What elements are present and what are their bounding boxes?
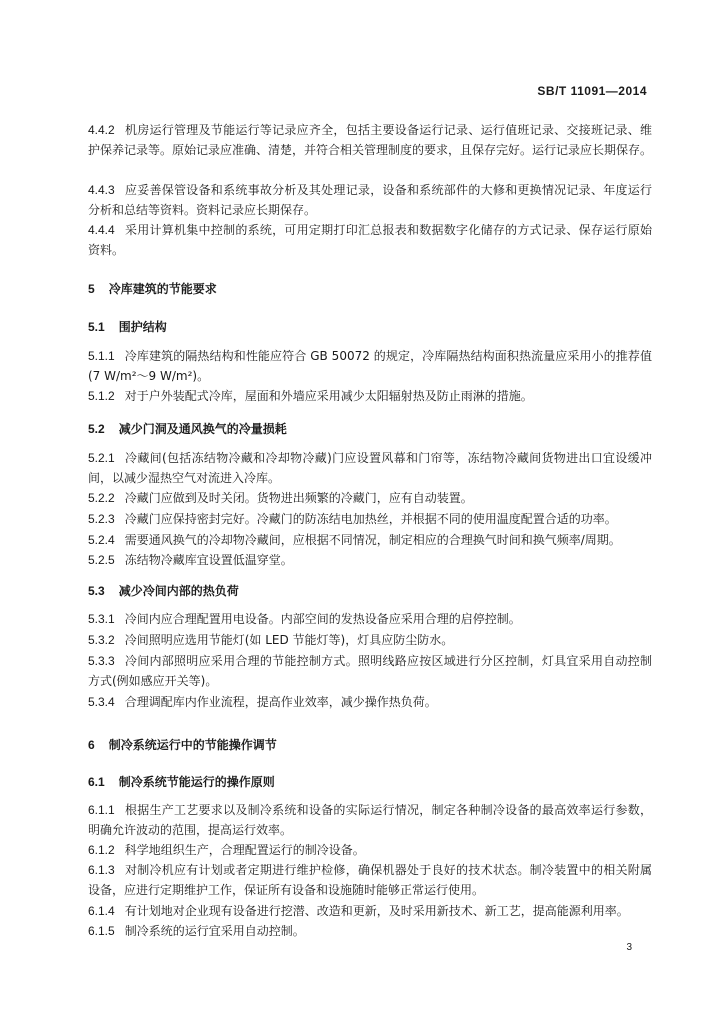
clause-text: 对制冷机应有计划或者定期进行维护检修，确保机器处于良好的技术状态。制冷装置中的相关附属设备，应进行定期维护工作，保证所有设备和设施随时能够正常运行使用。: [88, 863, 652, 897]
clause-text: 冷藏门应保持密封完好。冷藏门的防冻结电加热丝，并根据不同的使用温度配置合适的功率。: [124, 512, 617, 526]
clause-5-2-3: [88, 509, 652, 529]
clause-number: 5.3.4: [88, 695, 115, 709]
clause-number: 4.4.3: [88, 183, 115, 197]
clause-6-1-4: [88, 901, 652, 921]
clause-5-3-1: [88, 609, 652, 629]
clause-number: 5.2.4: [88, 533, 115, 547]
clause-5-2-5: [88, 550, 652, 570]
clause-text: 冷间内部照明应采用合理的节能控制方式。照明线路应按区域进行分区控制，灯具宜采用自动控制方式(例如感应开关等)。: [88, 654, 652, 688]
clause-5-2-4: [88, 530, 652, 550]
clause-number: 5.2.1: [88, 451, 115, 465]
section-number: 6.1: [88, 775, 105, 789]
clause-5-3-2: [88, 630, 652, 650]
clause-text: 合理调配库内作业流程，提高作业效率，减少操作热负荷。: [124, 695, 437, 709]
clause-6-1-1: [88, 800, 652, 840]
clause-5-1-1: [88, 346, 652, 386]
clause-text: 冻结物冷藏库宜设置低温穿堂。: [124, 553, 293, 567]
clause-4-4-2: [88, 120, 652, 160]
section-5-1-heading: [88, 317, 652, 337]
clause-text: 制冷系统的运行宜采用自动控制。: [124, 924, 305, 938]
clause-4-4-3: [88, 180, 652, 220]
clause-text: 对于户外装配式冷库，屋面和外墙应采用减少太阳辐射热及防止雨淋的措施。: [124, 389, 533, 403]
clause-6-1-3: [88, 860, 652, 900]
section-number: 5.3: [88, 584, 105, 598]
clause-5-3-4: [88, 692, 652, 712]
clause-number: 5.3.2: [88, 633, 115, 647]
clause-4-4-4: [88, 220, 652, 260]
clause-6-1-5: [88, 921, 652, 941]
section-6-heading: [88, 735, 652, 755]
section-6-1-heading: [88, 772, 652, 792]
section-5-2-heading: [88, 419, 652, 439]
clause-text: 冷藏间(包括冻结物冷藏和冷却物冷藏)门应设置风幕和门帘等，冻结物冷藏间货物进出口宜设缓冲间，以减少湿热空气对流进入冷库。: [88, 451, 652, 485]
section-title: 冷库建筑的节能要求: [108, 282, 217, 296]
clause-text: 冷藏门应做到及时关闭。货物进出频繁的冷藏门，应有自动装置。: [124, 491, 473, 505]
section-number: 6: [88, 738, 95, 752]
clause-text: 机房运行管理及节能运行等记录应齐全，包括主要设备运行记录、运行值班记录、交接班记录、维护保养记录等。原始记录应准确、清楚，并符合相关管理制度的要求，且保存完好。运行记录应长期保存。: [88, 123, 653, 157]
clause-number: 4.4.2: [88, 123, 115, 137]
clause-text: 科学地组织生产，合理配置运行的制冷设备。: [124, 843, 365, 857]
clause-number: 5.3.1: [88, 612, 115, 626]
section-5-heading: [88, 279, 652, 299]
clause-number: 5.3.3: [88, 654, 115, 668]
page-number: 3: [626, 942, 632, 953]
section-title: 减少门洞及通风换气的冷量损耗: [118, 422, 287, 436]
clause-5-2-2: [88, 488, 652, 508]
clause-text: 冷间内应合理配置用电设备。内部空间的发热设备应采用合理的启停控制。: [124, 612, 521, 626]
section-number: 5.1: [88, 320, 105, 334]
clause-number: 5.1.1: [88, 349, 115, 363]
clause-number: 6.1.3: [88, 863, 115, 877]
clause-5-3-3: [88, 651, 652, 691]
section-title: 制冷系统运行中的节能操作调节: [108, 738, 277, 752]
section-number: 5.2: [88, 422, 105, 436]
clause-number: 6.1.5: [88, 924, 115, 938]
clause-number: 6.1.4: [88, 904, 115, 918]
standard-code: SB/T 11091—2014: [537, 84, 647, 98]
clause-text: 采用计算机集中控制的系统，可用定期打印汇总报表和数据数字化储存的方式记录、保存运行原始资料。: [88, 223, 652, 257]
clause-text: 根据生产工艺要求以及制冷系统和设备的实际运行情况，制定各种制冷设备的最高效率运行参数，明确允许波动的范围，提高运行效率。: [88, 803, 652, 837]
clause-text: 应妥善保管设备和系统事故分析及其处理记录，设备和系统部件的大修和更换情况记录、年度运行分析和总结等资料。资料记录应长期保存。: [88, 183, 652, 217]
section-5-3-heading: [88, 581, 652, 601]
clause-number: 4.4.4: [88, 223, 115, 237]
clause-number: 6.1.1: [88, 803, 115, 817]
clause-number: 5.2.5: [88, 553, 115, 567]
clause-text: 有计划地对企业现有设备进行挖潜、改造和更新，及时采用新技术、新工艺，提高能源利用率。: [124, 904, 629, 918]
clause-number: 5.1.2: [88, 389, 115, 403]
section-title: 制冷系统节能运行的操作原则: [118, 775, 275, 789]
clause-6-1-2: [88, 840, 652, 860]
clause-number: 5.2.2: [88, 491, 115, 505]
section-number: 5: [88, 282, 95, 296]
clause-5-2-1: [88, 448, 652, 488]
clause-text: 需要通风换气的冷却物冷藏间，应根据不同情况，制定相应的合理换气时间和换气频率/周期。: [124, 533, 621, 547]
section-title: 减少冷间内部的热负荷: [118, 584, 239, 598]
clause-5-1-2: [88, 386, 652, 406]
clause-text: 冷间照明应选用节能灯(如 LED 节能灯等)，灯具应防尘防水。: [124, 633, 454, 647]
clause-number: 5.2.3: [88, 512, 115, 526]
section-title: 围护结构: [118, 320, 167, 334]
clause-number: 6.1.2: [88, 843, 115, 857]
clause-text: 冷库建筑的隔热结构和性能应符合 GB 50072 的规定，冷库隔热结构面积热流量应采用小的推荐值(7 W/m²～9 W/m²)。: [88, 349, 652, 383]
